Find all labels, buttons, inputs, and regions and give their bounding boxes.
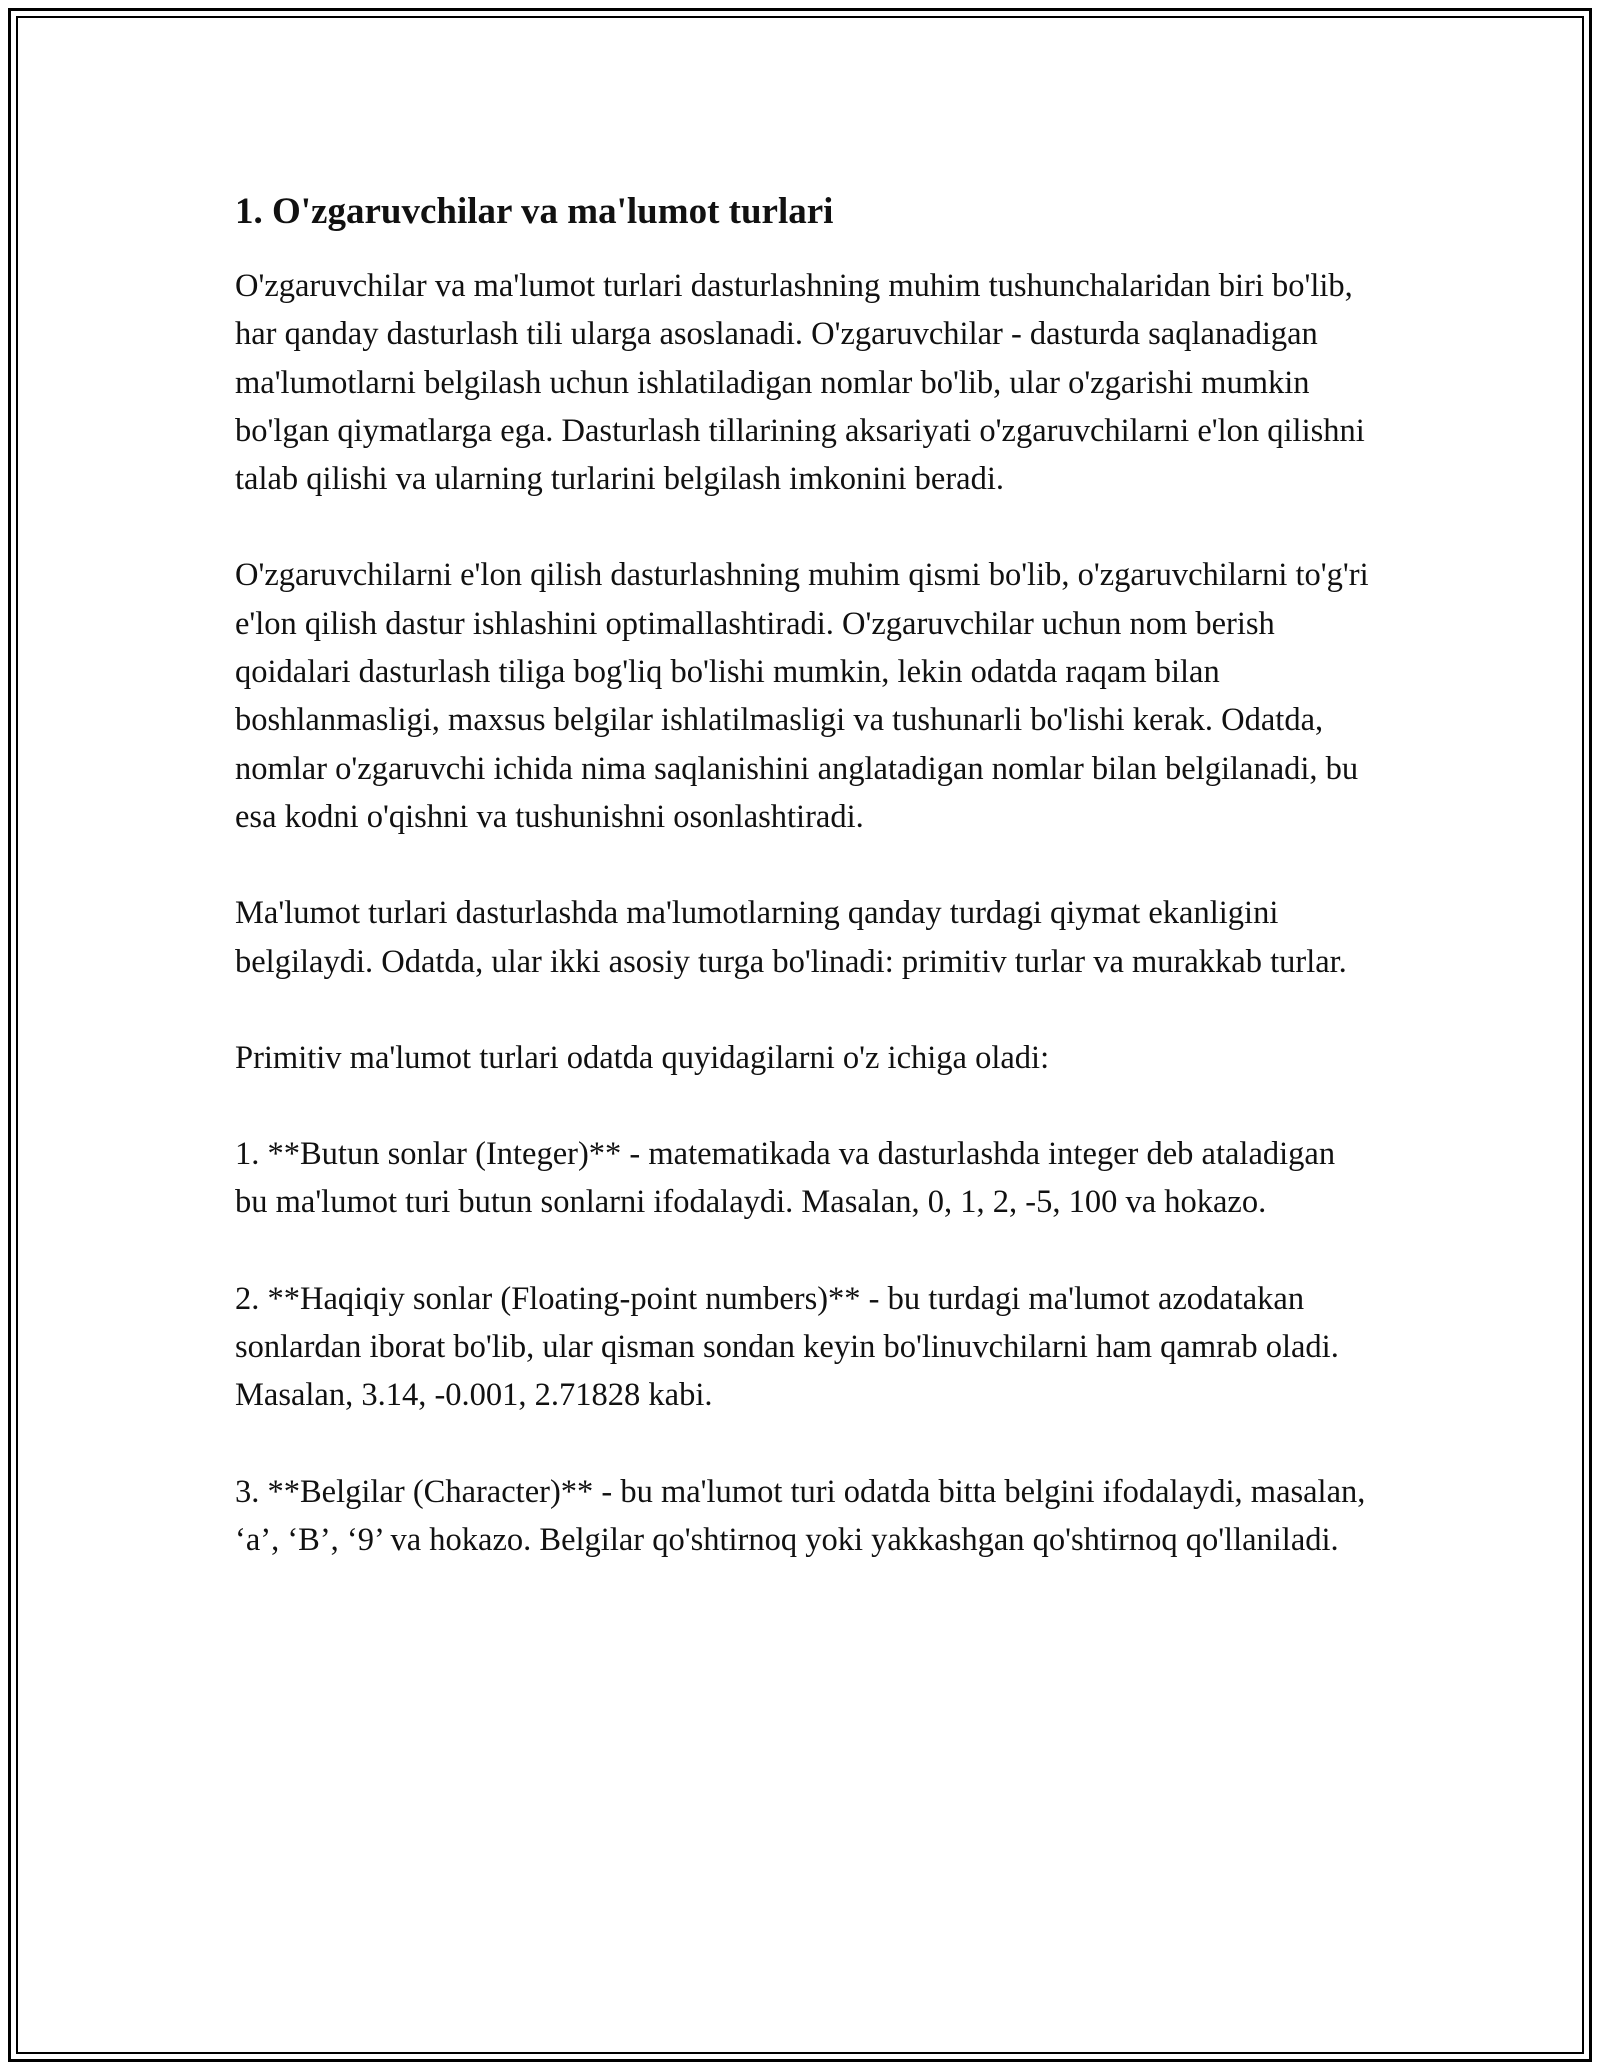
list-item-character: 3. **Belgilar (Character)** - bu ma'lumot turi odatda bitta belgini ifodalaydi, masalan, ‘a’, ‘B’, ‘9’ va hokazo. Belgilar qo'shtirnoq yoki yakkashgan qo'shtirnoq qo'llaniladi.	[235, 1473, 1366, 1558]
list-item-floating-point: 2. **Haqiqiy sonlar (Floating-point numbers)** - bu turdagi ma'lumot azodatakan sonlardan iborat bo'lib, ular qisman sondan keyin bo'linuvchilarni ham qamrab oladi. Masalan, 3.14, -0.001, 2.71828 kabi.	[235, 1280, 1339, 1414]
paragraph-data-types: Ma'lumot turlari dasturlashda ma'lumotlarning qanday turdagi qiymat ekanligini belgilaydi. Odatda, ular ikki asosiy turga bo'linadi: primitiv turlar va murakkab turlar.	[235, 895, 1347, 980]
section-heading: 1. O'zgaruvchilar va ma'lumot turlari	[235, 191, 834, 232]
list-item-integer: 1. **Butun sonlar (Integer)** - matematikada va dasturlashda integer deb ataladigan bu ma'lumot turi butun sonlarni ifodalaydi. Masalan, 0, 1, 2, -5, 100 va hokazo.	[235, 1136, 1336, 1221]
paragraph-declaration: O'zgaruvchilarni e'lon qilish dasturlashning muhim qismi bo'lib, o'zgaruvchilarni to'g'ri e'lon qilish dastur ishlashini optimallashtiradi. O'zgaruvchilar uchun nom berish qoidalari dasturlash tiliga bog'liq bo'lishi mumkin, lekin odatda raqam bilan boshlanmasligi, maxsus belgilar ishlatilmasligi va tushunarli bo'lishi kerak. Odatda, nomlar o'zgaruvchi ichida nima saqlanishini anglatadigan nomlar bilan belgilanadi, bu esa kodni o'qishni va tushunishni osonlashtiradi.	[235, 557, 1369, 835]
document-body	[235, 186, 1375, 1612]
paragraph-intro: O'zgaruvchilar va ma'lumot turlari dasturlashning muhim tushunchalaridan biri bo'lib, har qanday dasturlash tili ularga asoslanadi. O'zgaruvchilar - dasturda saqlanadigan ma'lumotlarni belgilash uchun ishlatiladigan nomlar bo'lib, ular o'zgarishi mumkin bo'lgan qiymatlarga ega. Dasturlash tillarining aksariyati o'zgaruvchilarni e'lon qilishni talab qilishi va ularning turlarini belgilash imkonini beradi.	[235, 268, 1365, 498]
paragraph-primitive-intro: Primitiv ma'lumot turlari odatda quyidagilarni o'z ichiga oladi:	[235, 1039, 1050, 1076]
